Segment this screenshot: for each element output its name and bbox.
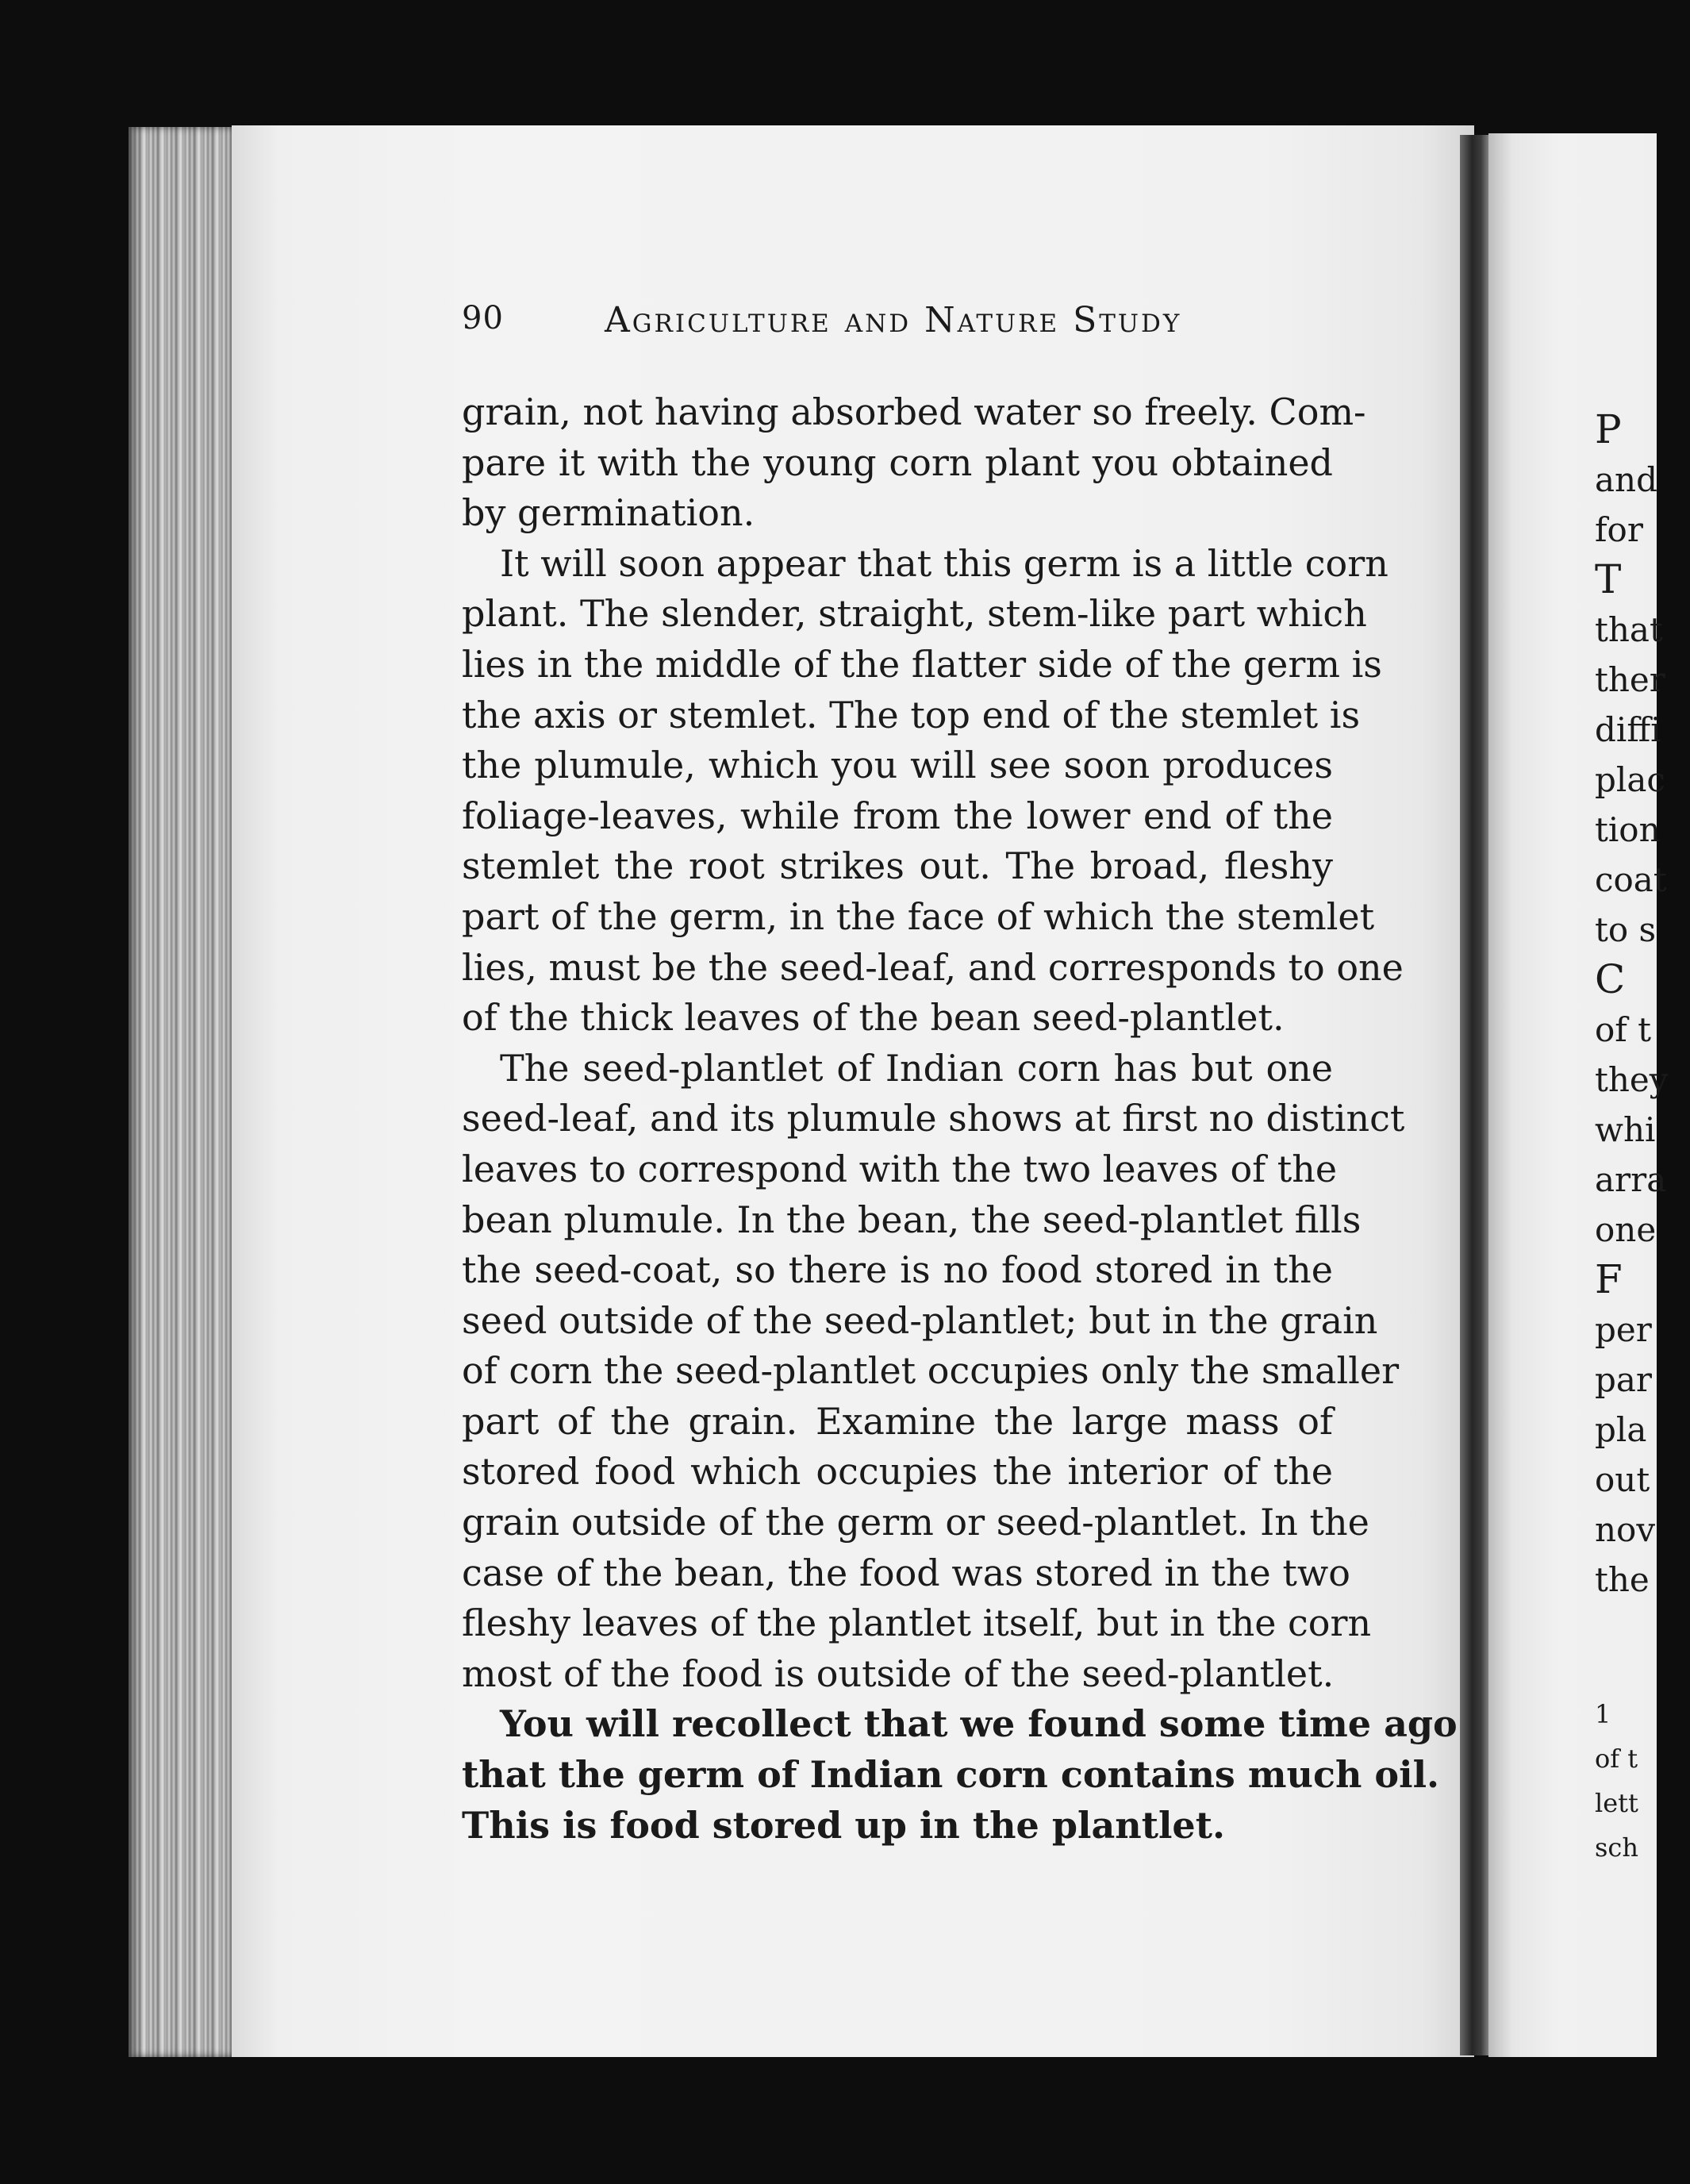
text-line: grain, not having absorbed water so freely. Com- xyxy=(462,390,1366,433)
page-edges xyxy=(129,127,232,2057)
text-fragment: for xyxy=(1595,510,1643,549)
text-fragment: the xyxy=(1595,1560,1650,1599)
text-fragment: whi xyxy=(1595,1110,1656,1149)
text-line: leaves to correspond with the two leaves of the xyxy=(462,1147,1338,1190)
body-text xyxy=(462,387,1458,1851)
text-fragment: coat xyxy=(1595,860,1667,899)
text-line: This is food stored up in the plantlet. xyxy=(462,1803,1225,1847)
text-fragment: tion xyxy=(1595,810,1661,849)
text-fragment: P xyxy=(1595,406,1622,452)
text-line: lies, must be the seed-leaf, and corresponds to one xyxy=(462,945,1404,989)
text-line: the axis or stemlet. The top end of the stemlet is xyxy=(462,693,1361,736)
text-line: part of the germ, in the face of which the stemlet xyxy=(462,894,1375,938)
text-line: stored food which occupies the interior of the xyxy=(462,1450,1333,1494)
text-fragment: sch xyxy=(1595,1832,1638,1863)
text-line: by germination. xyxy=(462,491,755,535)
text-line: part of the grain. Examine the large mass of xyxy=(462,1399,1333,1443)
running-head-title: Agriculture and Nature Study xyxy=(605,300,1182,340)
text-fragment: out xyxy=(1595,1460,1650,1499)
text-fragment: F xyxy=(1595,1256,1623,1302)
text-fragment: pla xyxy=(1595,1410,1647,1449)
text-line: bean plumule. In the bean, the seed-plantlet fills xyxy=(462,1198,1362,1241)
text-fragment: diffi xyxy=(1595,710,1661,749)
text-line: most of the food is outside of the seed-plantlet. xyxy=(462,1651,1335,1695)
text-fragment: they xyxy=(1595,1060,1669,1099)
text-fragment: lett xyxy=(1595,1788,1638,1818)
text-fragment: of t xyxy=(1595,1010,1652,1049)
text-fragment: 1 xyxy=(1595,1699,1611,1729)
text-line: the plumule, which you will see soon produces xyxy=(462,744,1333,787)
text-fragment: nov xyxy=(1595,1510,1656,1549)
text-line: foliage-leaves, while from the lower end of the xyxy=(462,794,1333,837)
text-line: It will soon appear that this germ is a little corn xyxy=(500,541,1388,585)
book-gutter xyxy=(1460,135,1490,2055)
text-line: stemlet the root strikes out. The broad, fleshy xyxy=(462,844,1333,888)
text-line: fleshy leaves of the plantlet itself, but in the corn xyxy=(462,1601,1372,1645)
text-line: You will recollect that we found some time ago xyxy=(500,1702,1458,1746)
text-fragment: par xyxy=(1595,1360,1653,1399)
page-number: 90 xyxy=(462,300,504,336)
text-line: plant. The slender, straight, stem-like part which xyxy=(462,592,1367,636)
footnote-spacer xyxy=(1595,1605,1690,1692)
text-line: seed-leaf, and its plumule shows at first no distinct xyxy=(462,1097,1405,1140)
text-fragment: C xyxy=(1595,956,1626,1002)
text-line: of the thick leaves of the bean seed-plantlet. xyxy=(462,996,1285,1040)
text-fragment: arra xyxy=(1595,1160,1667,1199)
text-fragment: one xyxy=(1595,1210,1657,1249)
right-page-text xyxy=(1595,405,1690,1870)
text-fragment: per xyxy=(1595,1310,1652,1349)
text-line: the seed-coat, so there is no food stored in the xyxy=(462,1248,1333,1292)
text-line: of corn the seed-plantlet occupies only the smaller xyxy=(462,1349,1400,1393)
text-line: lies in the middle of the flatter side of the germ is xyxy=(462,642,1382,686)
text-line: pare it with the young corn plant you obtained xyxy=(462,440,1333,484)
text-fragment: of t xyxy=(1595,1744,1638,1774)
text-line: case of the bean, the food was stored in the two xyxy=(462,1551,1350,1594)
text-fragment: plac xyxy=(1595,760,1665,799)
text-fragment: ther xyxy=(1595,660,1665,699)
text-fragment: that xyxy=(1595,610,1663,649)
text-line: grain outside of the germ or seed-plantlet. In the xyxy=(462,1501,1369,1544)
text-fragment: and xyxy=(1595,460,1657,499)
text-fragment: T xyxy=(1595,556,1622,602)
text-line: The seed-plantlet of Indian corn has but one xyxy=(500,1046,1333,1090)
running-head xyxy=(462,300,1335,348)
text-line: seed outside of the seed-plantlet; but in the grain xyxy=(462,1298,1378,1342)
text-fragment: to s xyxy=(1595,910,1657,949)
text-line: that the germ of Indian corn contains much oil. xyxy=(462,1753,1440,1797)
